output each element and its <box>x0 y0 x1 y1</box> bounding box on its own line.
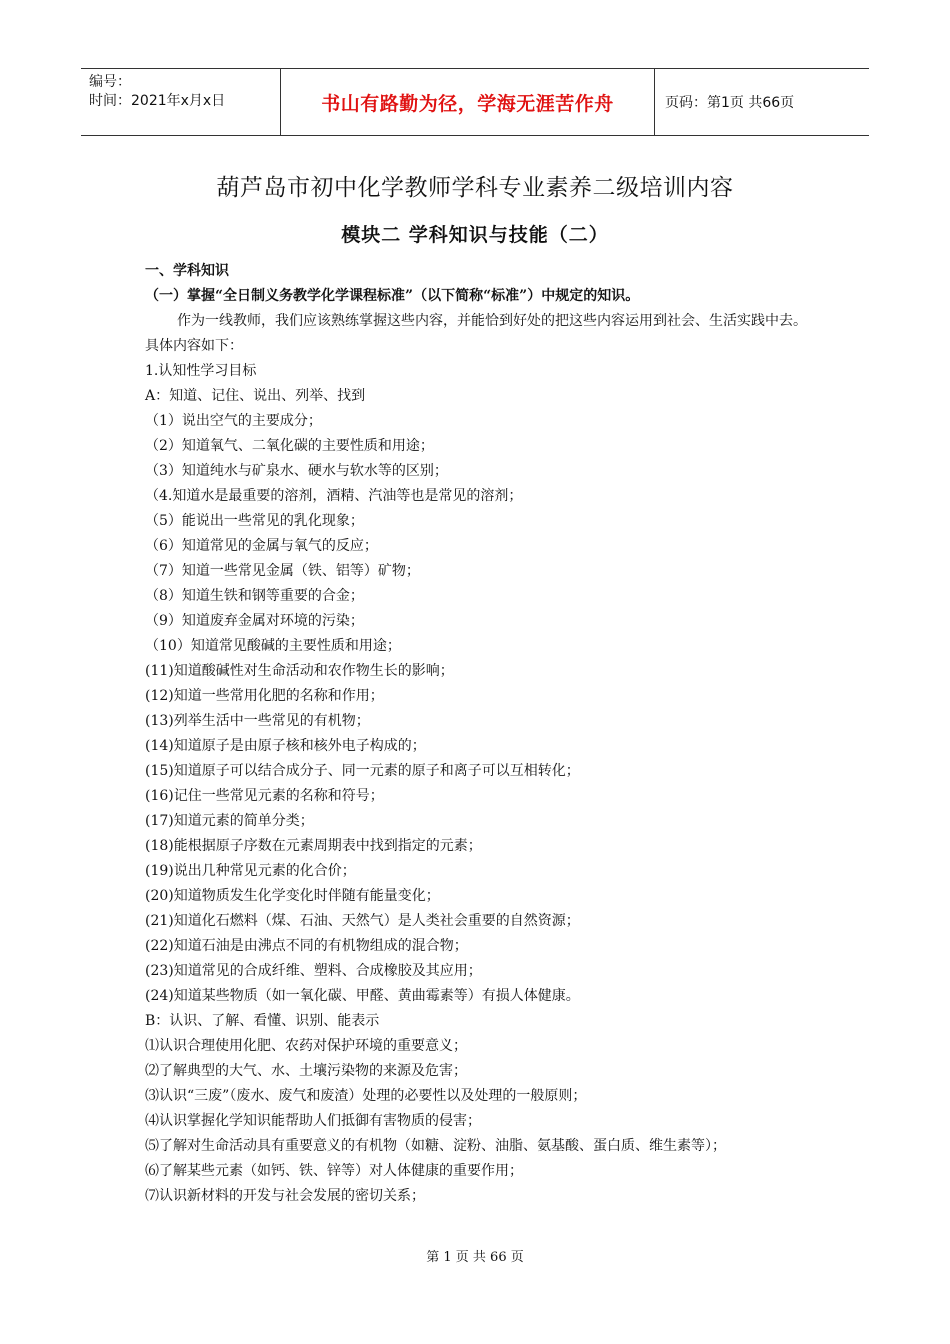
list-item: (18)能根据原子序数在元素周期表中找到指定的元素； <box>145 838 482 854</box>
list-item: （6）知道常见的金属与氧气的反应； <box>145 538 378 554</box>
section-heading: 一、学科知识 <box>145 263 229 279</box>
goal-heading: 1.认知性学习目标 <box>145 363 257 379</box>
category-b-heading: B：认识、了解、看懂、识别、能表示 <box>145 1013 380 1029</box>
list-item: ⑺认识新材料的开发与社会发展的密切关系； <box>145 1188 425 1204</box>
list-item: （9）知道废弃金属对环境的污染； <box>145 613 364 629</box>
document-body <box>145 259 815 1209</box>
header-motto: 书山有路勤为径，学海无涯苦作舟 <box>281 69 655 135</box>
list-item: （1）说出空气的主要成分； <box>145 413 322 429</box>
list-item: （4.知道水是最重要的溶剂，酒精、汽油等也是常见的溶剂； <box>145 488 523 504</box>
list-item: ⑴认识合理使用化肥、农药对保护环境的重要意义； <box>145 1038 467 1054</box>
list-item: (20)知道物质发生化学变化时伴随有能量变化； <box>145 888 440 904</box>
list-item: (19)说出几种常见元素的化合价； <box>145 863 356 879</box>
page-footer: 第 1 页 共 66 页 <box>426 1250 524 1265</box>
list-item: ⑸了解对生命活动具有重要意义的有机物（如糖、淀粉、油脂、氨基酸、蛋白质、维生素等）； <box>145 1138 726 1154</box>
list-item: (22)知道石油是由沸点不同的有机物组成的混合物； <box>145 938 468 954</box>
list-item: (12)知道一些常用化肥的名称和作用； <box>145 688 384 704</box>
list-item: (16)记住一些常见元素的名称和符号； <box>145 788 384 804</box>
list-item: (21)知道化石燃料（煤、石油、天然气）是人类社会重要的自然资源； <box>145 913 580 929</box>
time-label: 时间：2021年x月x日 <box>89 93 226 109</box>
list-item: （3）知道纯水与矿泉水、硬水与软水等的区别； <box>145 463 448 479</box>
category-a-heading: A：知道、记住、说出、列举、找到 <box>145 388 366 404</box>
list-item: (23)知道常见的合成纤维、塑料、合成橡胶及其应用； <box>145 963 482 979</box>
list-item: (17)知道元素的简单分类； <box>145 813 314 829</box>
intro-paragraph: 作为一线教师，我们应该熟练掌握这些内容，并能恰到好处的把这些内容运用到社会、生活实践中去。具体内容如下： <box>145 313 807 354</box>
list-item: （5）能说出一些常见的乳化现象； <box>145 513 364 529</box>
list-item: (14)知道原子是由原子核和核外电子构成的； <box>145 738 426 754</box>
header-meta <box>81 69 281 135</box>
list-item: (24)知道某些物质（如一氧化碳、甲醛、黄曲霉素等）有损人体健康。 <box>145 988 580 1004</box>
list-item: （10）知道常见酸碱的主要性质和用途； <box>145 638 401 654</box>
number-label: 编号： <box>89 74 131 90</box>
page-title: 葫芦岛市初中化学教师学科专业素养二级培训内容 <box>216 175 734 201</box>
document-header <box>81 68 869 136</box>
list-item: ⑶认识“三废”（废水、废气和废渣）处理的必要性以及处理的一般原则； <box>145 1088 587 1104</box>
list-item: ⑹了解某些元素（如钙、铁、锌等）对人体健康的重要作用； <box>145 1163 523 1179</box>
list-item: (15)知道原子可以结合成分子、同一元素的原子和离子可以互相转化； <box>145 763 580 779</box>
list-item: ⑵了解典型的大气、水、土壤污染物的来源及危害； <box>145 1063 467 1079</box>
module-subtitle: 模块二 学科知识与技能（二） <box>341 224 609 246</box>
list-item: （8）知道生铁和钢等重要的合金； <box>145 588 364 604</box>
list-item: ⑷认识掌握化学知识能帮助人们抵御有害物质的侵害； <box>145 1113 481 1129</box>
list-item: (11)知道酸碱性对生命活动和农作物生长的影响； <box>145 663 454 679</box>
subsection-heading: （一）掌握“全日制义务教学化学课程标准”（以下简称“标准”）中规定的知识。 <box>145 288 640 304</box>
list-item: (13)列举生活中一些常见的有机物； <box>145 713 370 729</box>
header-page-info: 页码：第1页 共66页 <box>665 95 795 111</box>
list-item: （2）知道氧气、二氧化碳的主要性质和用途； <box>145 438 434 454</box>
list-item: （7）知道一些常见金属（铁、铝等）矿物； <box>145 563 420 579</box>
